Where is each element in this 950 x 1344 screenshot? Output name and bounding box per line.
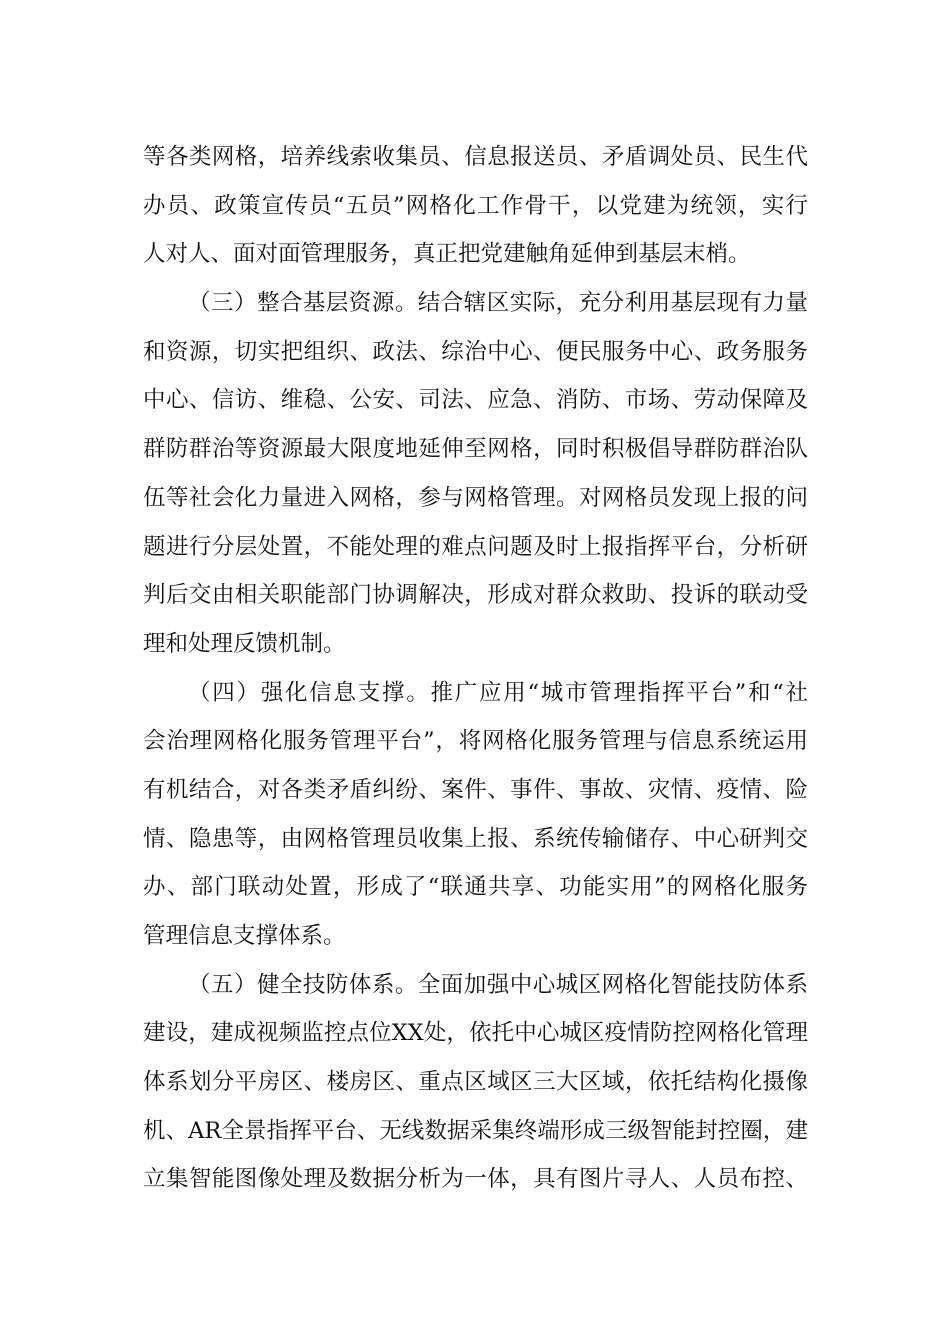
section-4-heading-line: （四）强化信息支撑。推广应用“城市管理指挥平台”和“社	[188, 679, 808, 706]
text-line: 机、AR全景指挥平台、无线数据采集终端形成三级智能封控圈，建	[143, 1117, 808, 1144]
text-line: 办、部门联动处置，形成了“联通共享、功能实用”的网格化服务	[143, 874, 808, 901]
text-line: 办员、政策宣传员“五员”网格化工作骨干，以党建为统领，实行	[143, 192, 808, 219]
section-5-heading-line: （五）健全技防体系。全面加强中心城区网格化智能技防体系	[188, 971, 808, 998]
text-line: 建设，建成视频监控点位XX处，依托中心城区疫情防控网格化管理	[143, 1020, 808, 1047]
text-line: 等各类网格，培养线索收集员、信息报送员、矛盾调处员、民生代	[143, 144, 808, 170]
text-line: 理和处理反馈机制。	[143, 630, 346, 657]
text-line: 中心、信访、维稳、公安、司法、应急、消防、市场、劳动保障及	[143, 387, 808, 414]
text-line: 题进行分层处置，不能处理的难点问题及时上报指挥平台，分析研	[143, 533, 808, 560]
text-line: 管理信息支撑体系。	[143, 923, 346, 949]
document-body	[143, 133, 808, 1204]
text-line: 判后交由相关职能部门协调解决，形成对群众救助、投诉的联动受	[143, 582, 808, 609]
text-line: 立集智能图像处理及数据分析为一体，具有图片寻人、人员布控、	[143, 1166, 808, 1193]
section-3-heading-line: （三）整合基层资源。结合辖区实际，充分利用基层现有力量	[188, 290, 808, 317]
text-line: 有机结合，对各类矛盾纠纷、案件、事件、事故、灾情、疫情、险	[143, 776, 808, 803]
text-line: 群防群治等资源最大限度地延伸至网格，同时积极倡导群防群治队	[143, 436, 808, 463]
text-line: 会治理网格化服务管理平台”，将网格化服务管理与信息系统运用	[143, 728, 808, 755]
text-line: 人对人、面对面管理服务，真正把党建触角延伸到基层末梢。	[143, 241, 751, 268]
text-line: 情、隐患等，由网格管理员收集上报、系统传输储存、中心研判交	[143, 825, 808, 852]
text-line: 伍等社会化力量进入网格，参与网格管理。对网格员发现上报的问	[143, 484, 808, 511]
text-line: 和资源，切实把组织、政法、综治中心、便民服务中心、政务服务	[143, 338, 808, 365]
text-line: 体系划分平房区、楼房区、重点区域区三大区域，依托结构化摄像	[143, 1069, 808, 1096]
